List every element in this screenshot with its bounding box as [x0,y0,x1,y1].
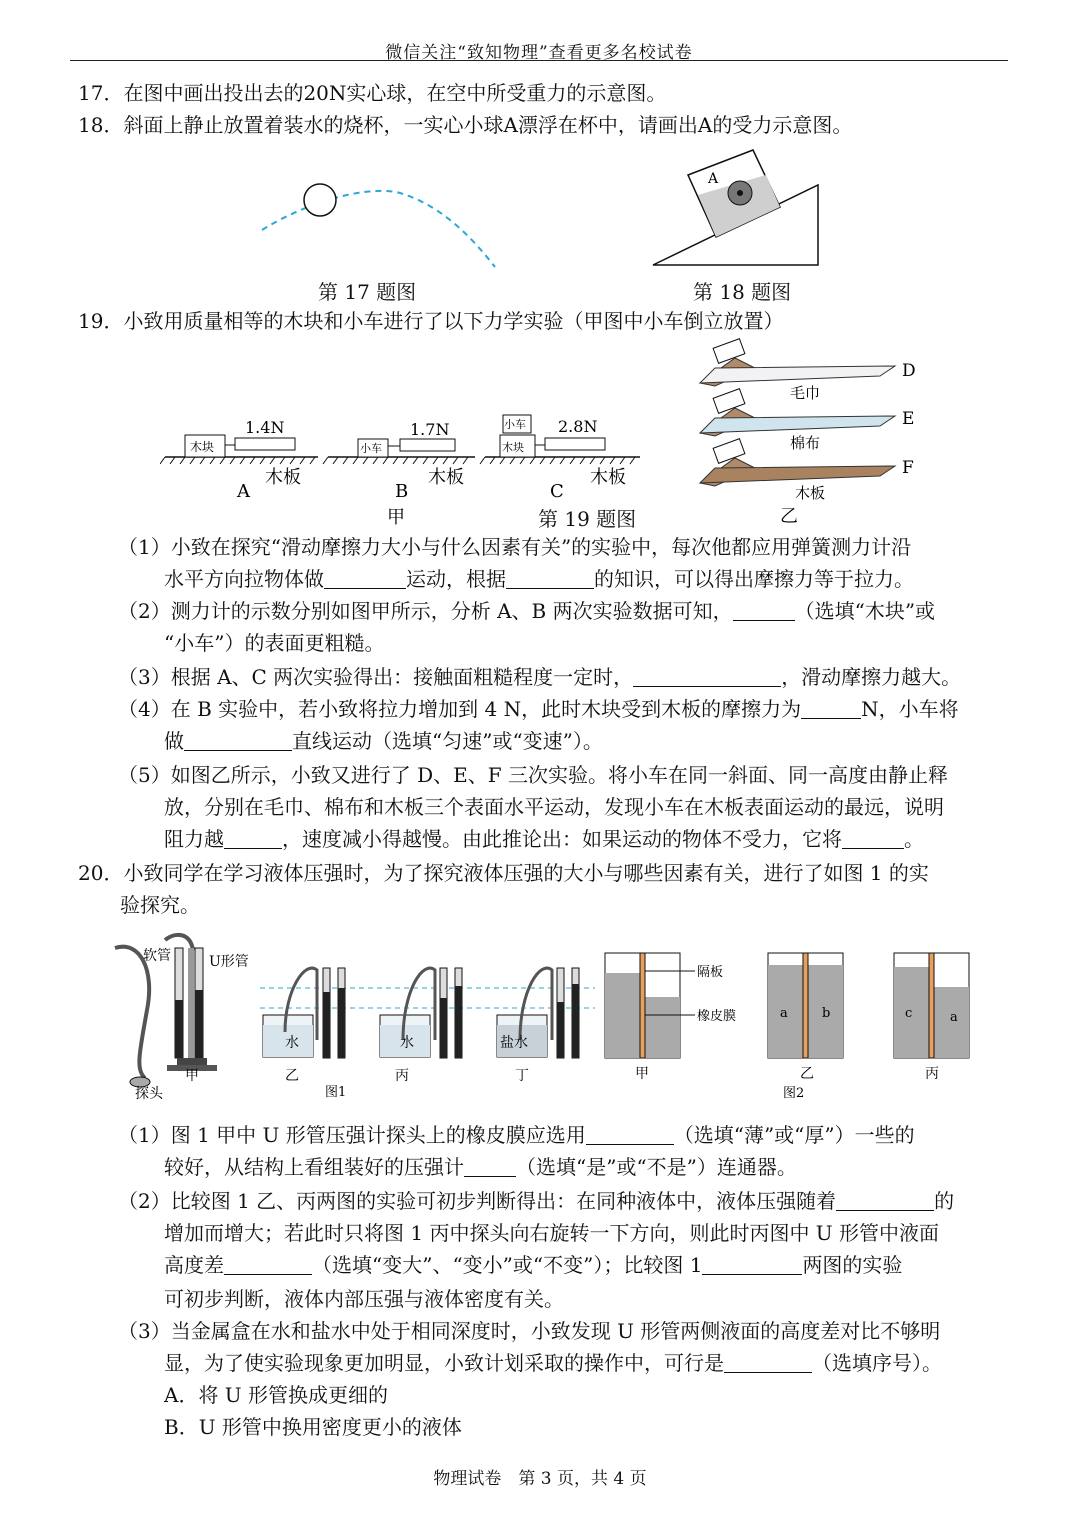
figure-17 [250,175,510,270]
header-rule [70,60,1008,61]
surface-letter: D [902,361,916,381]
figure-19-yi [695,338,935,528]
question-19 [78,308,783,334]
figure-18-caption: 第 18 题图 [693,280,792,304]
pressure-gauge-jia [115,935,249,1100]
experiment-letter: A [237,481,250,502]
q20-part2-line2: 增加而增大；若此时只将图 1 丙中探头向右旋转一下方向，则此时丙图中 U 形管中液面 [164,1221,940,1245]
fig1-label-jia: 甲 [185,1068,199,1084]
question-text: 小致同学在学习液体压强时，为了探究液体压强的大小与哪些因素有关，进行了如图 1 的实 [123,861,929,885]
q19-part4-line1: （4）在 B 实验中，若小致将拉力增加到 4 N，此时木块受到木板的摩擦力为 N，小车将 [118,697,959,721]
cart-label: 小车 [504,418,526,431]
experiment-a [160,418,318,502]
answer-blank[interactable] [506,570,594,589]
partition-shape [640,953,645,1058]
spring-scale-shape [545,438,605,450]
surface-label: 毛巾 [790,384,821,402]
q19-part5-line1: （5）如图乙所示，小致又进行了 D、E、F 三次实验。将小车在同一斜面、同一高度由静止释 [118,763,948,787]
figure-17-caption: 第 17 题图 [318,280,417,304]
answer-blank[interactable] [702,1256,802,1275]
experiment-bing [380,968,462,1058]
fig1-label-ding: 丁 [515,1068,529,1084]
figure-20-1 [95,930,595,1100]
ball-shape [304,184,336,216]
cart-shape [713,339,745,364]
soft-tube-shape [115,947,149,1078]
board-label: 木板 [265,467,301,488]
q19-part1-line1: （1）小致在探究“滑动摩擦力大小与什么因素有关”的实验中，每次他都应用弹簧测力计沿 [118,535,912,559]
spring-scale-shape [400,439,455,451]
q20-part1-line2: 较好，从结构上看组装好的压强计 （选填“是”或“不是”）连通器。 [164,1155,797,1179]
partition-label: 隔板 [697,965,724,980]
answer-blank[interactable] [801,700,861,719]
q20-part1-line1: （1）图 1 甲中 U 形管压强计探头上的橡皮膜应选用 （选填“薄”或“厚”）一些的 [118,1123,915,1147]
figure-18 [648,145,828,270]
surface-letter: E [902,409,915,429]
container-yi [768,953,843,1058]
figure-19-caption: 第 19 题图 [538,507,637,531]
liquid-label: 盐水 [500,1035,528,1051]
fig1-caption: 图1 [325,1085,347,1100]
question-number: 20． [78,861,124,885]
experiment-letter: B [395,481,409,502]
q20-part3-line1: （3）当金属盒在水和盐水中处于相同深度时，小致发现 U 形管两侧液面的高度差对比不够明 [118,1319,941,1343]
surface-label: 木板 [795,484,826,502]
q20-part2-line1: （2）比较图 1 乙、丙两图的实验可初步判断得出：在同种液体中，液体压强随着 的 [118,1189,955,1213]
membrane-label: 橡皮膜 [697,1009,737,1024]
force-reading: 1.7N [410,420,450,439]
answer-blank[interactable] [464,1158,516,1177]
question-text: 小致用质量相等的木块和小车进行了以下力学实验（甲图中小车倒立放置） [123,309,784,333]
answer-blank[interactable] [586,1126,674,1145]
figure-20-2 [600,945,985,1105]
block-label: 木块 [190,440,215,454]
cart-shape [713,439,745,464]
question-number: 18． [78,113,124,137]
q20-part2-line4: 可初步判断，液体内部压强与液体密度有关。 [164,1287,564,1311]
answer-blank[interactable] [724,1354,812,1373]
answer-blank[interactable] [733,602,795,621]
question-17 [78,80,666,106]
question-text: 在图中画出投出去的20N实心球，在空中所受重力的示意图。 [123,81,667,105]
page-header: 微信关注“致知物理”查看更多名校试卷 [385,43,693,63]
block-label: 木块 [502,441,524,454]
question-number: 19． [78,309,124,333]
experiment-b [323,420,475,502]
fig2-label-bing: 丙 [925,1066,939,1082]
experiment-ding [497,968,579,1058]
answer-blank[interactable] [633,668,781,687]
liquid-c-label: c [905,1006,913,1021]
container-jia [605,953,736,1058]
liquid-label: 水 [400,1035,414,1051]
fig2-caption: 图2 [783,1086,805,1101]
liquid-a2-label: a [950,1010,958,1025]
question-20-cont: 验探究。 [120,893,200,917]
ball-label: A [708,171,719,187]
answer-blank[interactable] [224,830,282,849]
answer-blank[interactable] [324,570,406,589]
question-18 [78,112,852,138]
option-a: A．将 U 形管换成更细的 [164,1383,389,1407]
question-number: 17． [78,81,124,105]
force-reading: 2.8N [558,417,598,436]
board-label: 木板 [590,467,626,488]
fig2-label-yi: 乙 [800,1066,814,1082]
answer-blank[interactable] [224,1256,312,1275]
liquid-label: 水 [285,1035,299,1051]
q19-part5-line3: 阻力越 ，速度减小得越慢。由此推论出：如果运动的物体不受力，它将 。 [164,827,924,851]
probe-label: 探头 [135,1086,163,1100]
answer-blank[interactable] [842,830,904,849]
u-tube-label: U形管 [209,954,249,970]
liquid-b-label: b [822,1006,831,1021]
fig1-label-bing: 丙 [395,1068,409,1084]
q19-part2-line2: “小车”）的表面更粗糙。 [164,631,385,655]
q19-part4-line2: 做 直线运动（选填“匀速”或“变速”）。 [164,729,603,753]
experiment-letter: C [550,481,564,502]
ball-center-dot [737,190,743,196]
q19-part2-line1: （2）测力计的示数分别如图甲所示，分析 A、B 两次实验数据可知， （选填“木块”或 [118,599,936,623]
container-bing [894,953,969,1058]
surface-label: 棉布 [790,434,821,452]
question-text: 斜面上静止放置着装水的烧杯，一实心小球A漂浮在杯中，请画出A的受力示意图。 [123,113,853,137]
surface-letter: F [902,458,914,478]
experiment-c [480,415,640,502]
q19-part1-line2: 水平方向拉物体做 运动，根据 的知识，可以得出摩擦力等于拉力。 [164,567,914,591]
q20-part3-line2: 显，为了使实验现象更加明显，小致计划采取的操作中，可行是 （选填序号）。 [164,1351,942,1375]
answer-blank[interactable] [836,1192,934,1211]
answer-blank[interactable] [184,732,292,751]
question-20 [78,860,929,886]
liquid-a-label: a [780,1006,788,1021]
page-footer: 物理试卷 第 3 页，共 4 页 [433,1469,647,1489]
fig2-label-jia: 甲 [635,1066,649,1082]
q20-part2-line3: 高度差 （选填“变大”、“变小”或“不变”）；比较图 1 两图的实验 [164,1253,903,1277]
board-label: 木板 [428,467,464,488]
q19-part3: （3）根据 A、C 两次实验得出：接触面粗糙程度一定时， ，滑动摩擦力越大。 [118,665,962,689]
force-reading: 1.4N [245,418,285,437]
fig1-label-yi: 乙 [285,1068,299,1084]
spring-scale-shape [235,438,295,450]
q19-part5-line2: 放，分别在毛巾、棉布和木板三个表面水平运动，发现小车在木板表面运动的最远，说明 [164,795,944,819]
experiment-yi [263,968,345,1058]
cart-label: 小车 [360,442,382,455]
cart-shape [713,389,745,414]
figure-label-jia: 甲 [387,507,405,528]
figure-label-yi: 乙 [780,506,798,527]
soft-tube-label: 软管 [143,948,171,964]
trajectory-path [262,191,495,267]
option-b: B．U 形管中换用密度更小的液体 [164,1415,462,1439]
